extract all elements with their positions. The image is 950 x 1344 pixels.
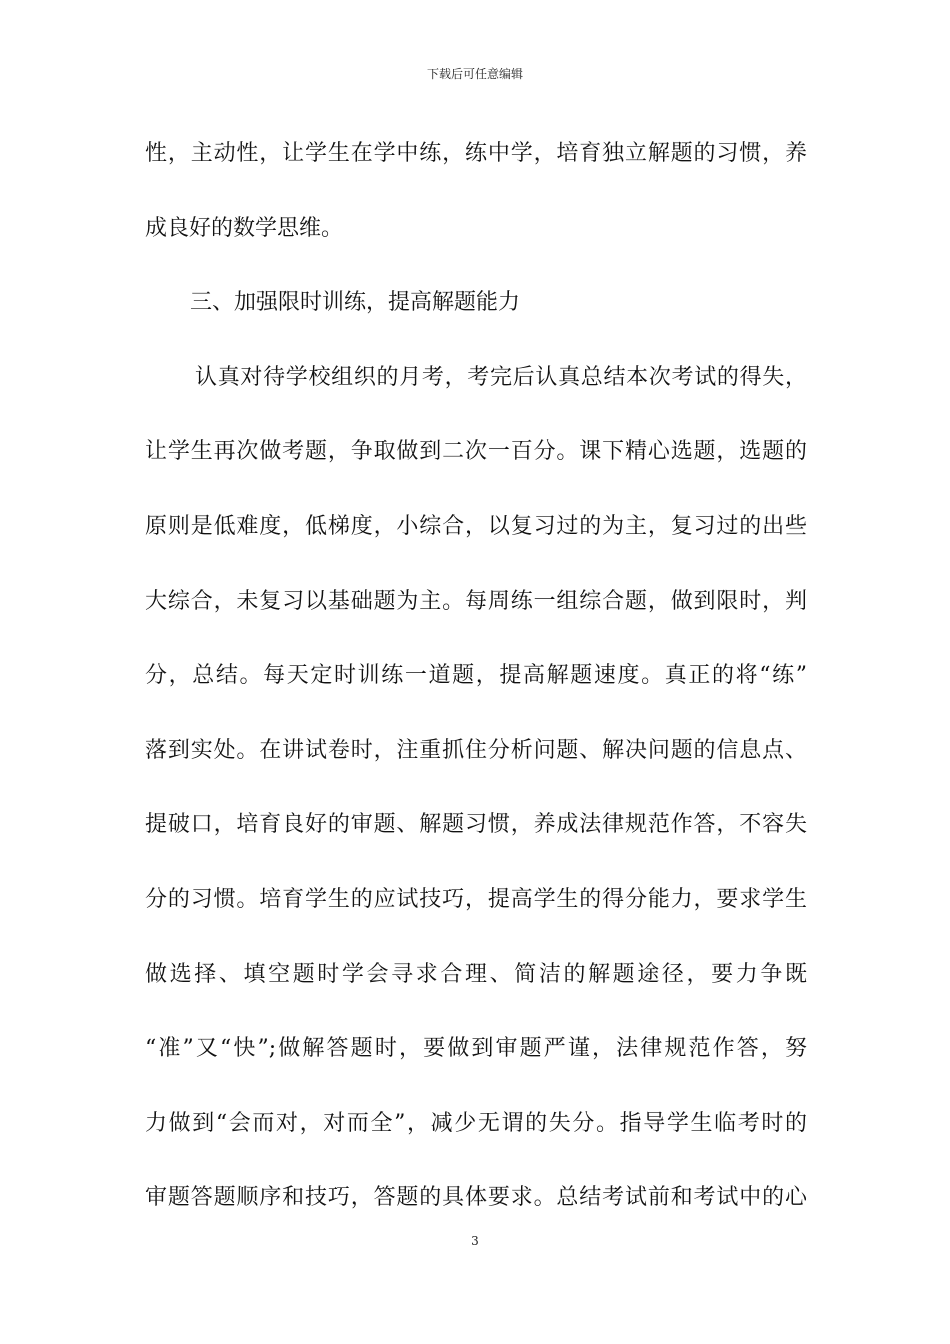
body-line-9: 落到实处。在讲试卷时，注重抓住分析问题、解决问题的信息点、 xyxy=(145,737,807,763)
page-number: 3 xyxy=(471,1234,479,1248)
body-line-12: 做选择、填空题时学会寻求合理、简洁的解题途径，要力争既 xyxy=(145,961,807,987)
body-line-8: 分，总结。每天定时训练一道题，提高解题速度。真正的将“练” xyxy=(145,663,807,689)
body-line-4: 认真对待学校组织的月考，考完后认真总结本次考试的得失， xyxy=(195,364,807,390)
body-line-2: 成良好的数学思维。 xyxy=(145,215,344,241)
section-heading: 三、加强限时训练，提高解题能力 xyxy=(190,290,521,316)
document-body xyxy=(145,132,807,1251)
body-line-15: 审题答题顺序和技巧，答题的具体要求。总结考试前和考试中的心 xyxy=(145,1185,807,1211)
body-line-6: 原则是低难度，低梯度，小综合，以复习过的为主，复习过的出些 xyxy=(145,513,807,539)
body-line-11: 分的习惯。培育学生的应试技巧，提高学生的得分能力，要求学生 xyxy=(145,886,807,912)
body-line-5: 让学生再次做考题，争取做到二次一百分。课下精心选题，选题的 xyxy=(145,439,807,465)
body-line-13: “准”又“快”;做解答题时，要做到审题严谨，法律规范作答，努 xyxy=(145,1036,807,1062)
body-line-14: 力做到“会而对，对而全”，减少无谓的失分。指导学生临考时的 xyxy=(145,1110,807,1136)
body-line-7: 大综合，未复习以基础题为主。每周练一组综合题，做到限时，判 xyxy=(145,588,807,614)
body-line-10: 提破口，培育良好的审题、解题习惯，养成法律规范作答，不容失 xyxy=(145,812,807,838)
page-header: 下载后可任意编辑 xyxy=(426,67,523,81)
body-line-1: 性，主动性，让学生在学中练，练中学，培育独立解题的习惯，养 xyxy=(145,141,807,166)
